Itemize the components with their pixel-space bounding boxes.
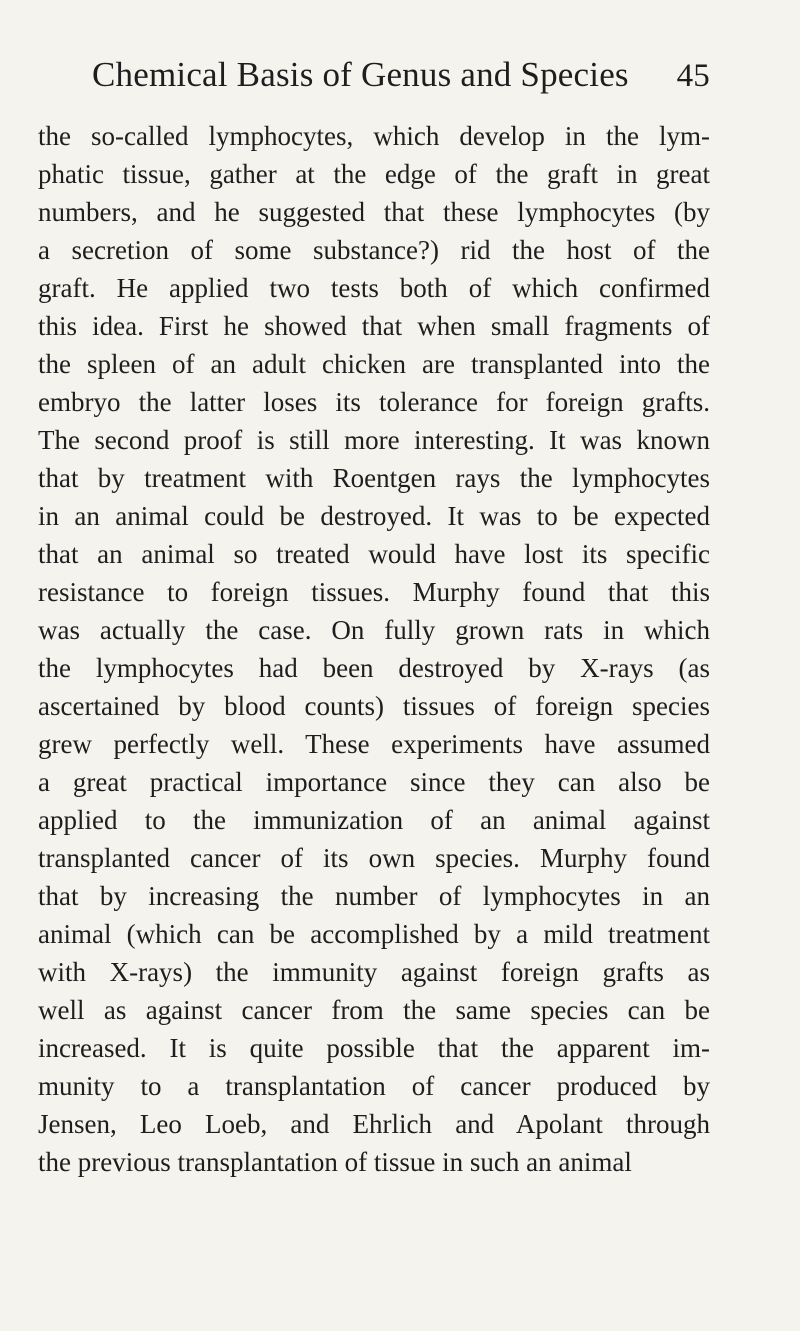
text-line: a great practical importance since they can also be [38, 767, 710, 797]
text-line: phatic tissue, gather at the edge of the graft in great [38, 159, 710, 189]
text-line: The second proof is still more interesting. It was known [38, 425, 710, 455]
text-line: embryo the latter loses its tolerance for foreign grafts. [38, 387, 710, 417]
text-line: the previous transplantation of tissue in such an animal [38, 1147, 632, 1177]
chapter-title: Chemical Basis of Genus and Species [92, 55, 629, 94]
text-line: was actually the case. On fully grown rats in which [38, 615, 710, 645]
text-line: that by increasing the number of lymphocytes in an [38, 881, 710, 911]
text-line: Jensen, Leo Loeb, and Ehrlich and Apolant through [38, 1109, 710, 1139]
text-line: a secretion of some substance?) rid the host of the [38, 235, 710, 265]
text-line: resistance to foreign tissues. Murphy found that this [38, 577, 710, 607]
text-line: transplanted cancer of its own species. Murphy found [38, 843, 710, 873]
running-head [92, 52, 710, 98]
page-number: 45 [676, 58, 710, 94]
text-line: animal (which can be accomplished by a mild treatment [38, 919, 710, 949]
text-line: the so-called lymphocytes, which develop in the lym- [38, 121, 710, 151]
text-line: ascertained by blood counts) tissues of foreign species [38, 691, 710, 721]
body-text [38, 117, 710, 1181]
text-line: applied to the immunization of an animal against [38, 805, 710, 835]
text-line: this idea. First he showed that when small fragments of [38, 311, 710, 341]
text-line: increased. It is quite possible that the apparent im- [38, 1033, 710, 1063]
text-line: well as against cancer from the same species can be [38, 995, 710, 1025]
text-line: the spleen of an adult chicken are transplanted into the [38, 349, 710, 379]
text-line: that by treatment with Roentgen rays the lymphocytes [38, 463, 710, 493]
text-line: grew perfectly well. These experiments have assumed [38, 729, 710, 759]
text-line: with X-rays) the immunity against foreign grafts as [38, 957, 710, 987]
text-line: numbers, and he suggested that these lymphocytes (by [38, 197, 710, 227]
text-line: munity to a transplantation of cancer produced by [38, 1071, 710, 1101]
text-line: the lymphocytes had been destroyed by X-rays (as [38, 653, 710, 683]
text-line: in an animal could be destroyed. It was to be expected [38, 501, 710, 531]
text-line: graft. He applied two tests both of which confirmed [38, 273, 710, 303]
text-line: that an animal so treated would have lost its specific [38, 539, 710, 569]
